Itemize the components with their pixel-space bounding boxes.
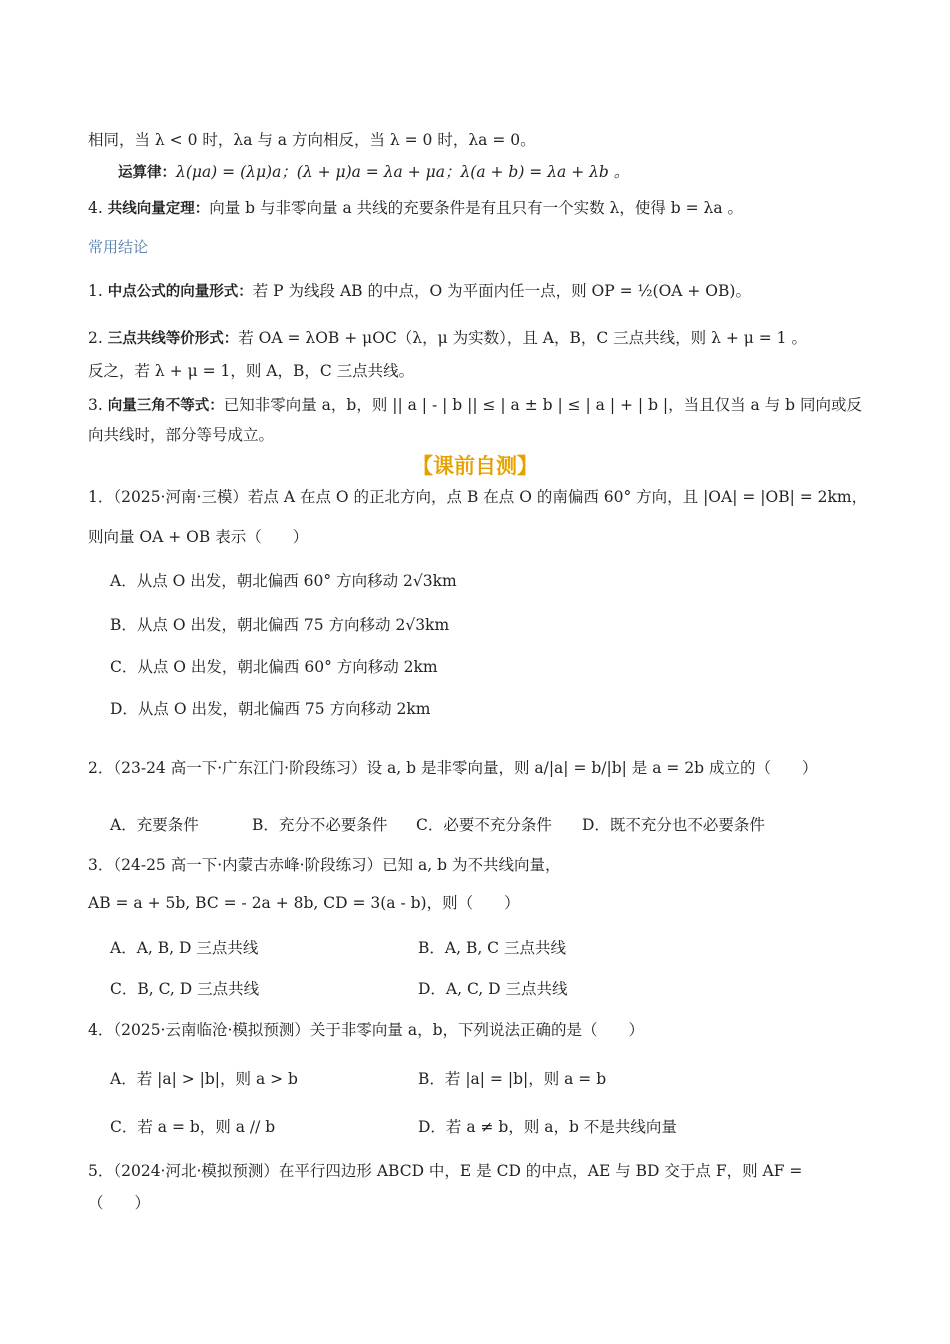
question-4-stem: 4．（2025·云南临沧·模拟预测）关于非零向量 a，b，下列说法正确的是（ ） [88, 1021, 645, 1039]
question-1-option-d[interactable]: D．从点 O 出发，朝北偏西 75 方向移动 2km [110, 700, 431, 718]
question-4-option-a[interactable]: A．若 |a| > |b|，则 a > b [110, 1070, 298, 1088]
question-4-option-d[interactable]: D．若 a ≠ b，则 a，b 不是共线向量 [418, 1118, 677, 1136]
question-5-stem: 5．（2024·河北·模拟预测）在平行四边形 ABCD 中，E 是 CD 的中点，AE 与 BD 交于点 F，则 AF = [88, 1162, 803, 1180]
question-2-option-c[interactable]: C．必要不充分条件 [416, 816, 552, 834]
question-3-stem: 3．（24-25 高一下·内蒙古赤峰·阶段练习）已知 a, b 为不共线向量， [88, 856, 561, 874]
question-1-option-b[interactable]: B．从点 O 出发，朝北偏西 75 方向移动 2√3km [110, 616, 450, 634]
pre-class-test-heading: 【课前自测】 [412, 454, 538, 478]
operation-law-line [118, 161, 880, 184]
label-three-points: 三点共线等价形式： [107, 331, 239, 347]
conclusion-2-continued: 反之，若 λ + μ = 1，则 A，B，C 三点共线。 [88, 362, 415, 380]
question-2-stem: 2．（23-24 高一下·广东江门·阶段练习）设 a, b 是非零向量，则 a/|a| = b/|b| 是 a = 2b 成立的（ ） [88, 759, 818, 777]
label-collinear-theorem: 共线向量定理： [107, 201, 210, 217]
question-1-stem: 1．（2025·河南·三模）若点 A 在点 O 的正北方向，点 B 在点 O 的南偏西 60° 方向，且 |OA| = |OB| = 2km， [88, 488, 868, 506]
question-3-option-a[interactable]: A．A, B, D 三点共线 [110, 939, 259, 957]
conclusion-1 [88, 280, 880, 303]
question-1-option-a[interactable]: A．从点 O 出发，朝北偏西 60° 方向移动 2√3km [110, 572, 457, 590]
conclusion-text: 已知非零向量 a，b，则 || a | - | b || ≤ | a ± b | ≤ | a | + | b |，当且仅当 a 与 b 同向或反 [223, 396, 863, 414]
question-1-stem-continued: 则向量 OA + OB 表示（ ） [88, 528, 309, 546]
question-2-option-d[interactable]: D．既不充分也不必要条件 [582, 816, 765, 834]
question-3-option-d[interactable]: D．A, C, D 三点共线 [418, 980, 568, 998]
theorem-text: 向量 b 与非零向量 a 共线的充要条件是有且只有一个实数 λ，使得 b = λa 。 [209, 199, 744, 217]
question-4-option-c[interactable]: C．若 a = b，则 a // b [110, 1118, 276, 1136]
question-2-option-a[interactable]: A．充要条件 [110, 816, 199, 834]
formula: λ(μa) = (λμ)a；(λ + μ)a = λa + μa；λ(a + b) = λa + λb 。 [176, 163, 630, 181]
question-3-stem-continued: AB = a + 5b, BC = - 2a + 8b, CD = 3(a - b)，则（ ） [88, 894, 520, 912]
text-line: 相同，当 λ < 0 时，λa 与 a 方向相反，当 λ = 0 时，λa = 0。 [88, 131, 536, 149]
question-5-stem-continued: （ ） [88, 1194, 151, 1212]
question-1-option-c[interactable]: C．从点 O 出发，朝北偏西 60° 方向移动 2km [110, 658, 438, 676]
conclusion-3-continued: 向共线时，部分等号成立。 [88, 426, 275, 444]
question-3-option-c[interactable]: C．B, C, D 三点共线 [110, 980, 260, 998]
label-operation-law: 运算律： [118, 165, 176, 181]
question-3-option-b[interactable]: B．A, B, C 三点共线 [418, 939, 566, 957]
conclusion-text: 若 OA = λOB + μOC（λ，μ 为实数），且 A，B，C 三点共线，则 λ + μ = 1 。 [238, 329, 807, 347]
item-number: 2. [88, 329, 103, 347]
item-number: 1. [88, 282, 103, 300]
conclusion-2 [88, 327, 880, 350]
question-4-option-b[interactable]: B．若 |a| = |b|，则 a = b [418, 1070, 607, 1088]
conclusion-text: 若 P 为线段 AB 的中点，O 为平面内任一点，则 OP = ½(OA + OB)。 [252, 282, 751, 300]
conclusion-3 [88, 394, 880, 417]
label-midpoint: 中点公式的向量形式： [107, 284, 253, 300]
section-heading: 常用结论 [88, 238, 149, 256]
label-triangle-inequality: 向量三角不等式： [107, 398, 224, 414]
item-number: 3. [88, 396, 103, 414]
question-2-option-b[interactable]: B．充分不必要条件 [252, 816, 388, 834]
collinear-theorem-line [88, 197, 880, 220]
item-number: 4. [88, 199, 103, 217]
